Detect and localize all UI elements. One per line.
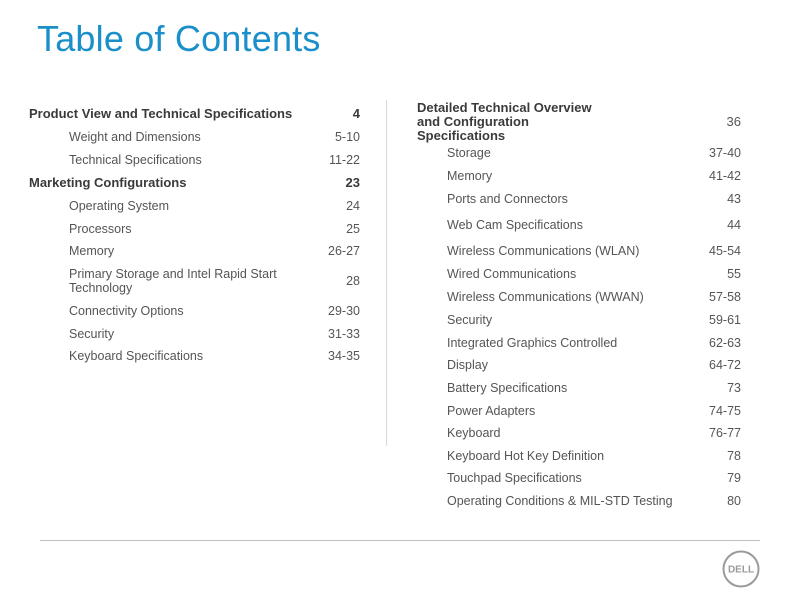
toc-column-left: [29, 103, 360, 367]
toc-entry-label: Web Cam Specifications: [447, 217, 583, 232]
toc-entry[interactable]: [417, 467, 741, 489]
toc-entry-label: Security: [69, 326, 115, 341]
toc-entry-page: 62-63: [709, 335, 741, 350]
dell-logo-text: DELL: [727, 564, 755, 576]
toc-column-right: [417, 100, 741, 512]
toc-entry[interactable]: [29, 345, 360, 367]
dell-logo-icon: [722, 550, 760, 588]
toc-entry[interactable]: [417, 100, 741, 143]
toc-entry[interactable]: [29, 148, 360, 171]
toc-entry[interactable]: [417, 164, 741, 187]
column-divider: [386, 100, 387, 446]
toc-entry-page: 37-40: [709, 145, 741, 160]
toc-entry-label: Power Adapters: [447, 403, 536, 418]
toc-entry-page: 55: [727, 267, 741, 281]
toc-entry-label: Storage: [447, 145, 491, 160]
toc-entry[interactable]: [417, 444, 741, 467]
toc-entry-label: Weight and Dimensions: [69, 129, 201, 144]
toc-entry[interactable]: [417, 187, 741, 210]
toc-entry-page: 73: [727, 380, 741, 395]
toc-entry-page: 59-61: [709, 312, 741, 327]
toc-entry[interactable]: [29, 125, 360, 148]
toc-entry-label: Detailed Technical Overview and Configuration Specifications: [417, 100, 592, 143]
toc-entry-page: 5-10: [334, 129, 360, 144]
toc-entry[interactable]: [29, 103, 360, 125]
toc-entry-label: Processors: [69, 221, 132, 236]
toc-entry[interactable]: [29, 195, 360, 217]
toc-entry-page: 64-72: [709, 358, 741, 372]
toc-entry-label: Display: [447, 358, 488, 372]
toc-entry-label: Marketing Configurations: [29, 175, 187, 190]
toc-entry-label: Security: [447, 312, 493, 327]
toc-entry-label: Wired Communications: [447, 267, 577, 281]
toc-entry-page: 24: [346, 199, 360, 213]
toc-entry-page: 34-35: [328, 349, 360, 363]
toc-entry-page: 74-75: [709, 403, 741, 418]
toc-entry-label: Keyboard: [447, 426, 501, 440]
toc-entry-page: 29-30: [328, 304, 360, 318]
toc-entry-page: 36: [726, 114, 741, 129]
toc-entry-label: Wireless Communications (WLAN): [447, 244, 640, 258]
toc-entry[interactable]: [417, 331, 741, 354]
toc-entry-label: Product View and Technical Specifications: [29, 106, 293, 121]
toc-entry-label: Keyboard Hot Key Definition: [447, 448, 605, 463]
toc-entry-label: Memory: [69, 244, 115, 258]
toc-entry-label: Connectivity Options: [69, 304, 184, 318]
toc-entry-label: Technical Specifications: [69, 152, 202, 167]
toc-entry[interactable]: [417, 285, 741, 308]
toc-entry-page: 25: [346, 221, 360, 236]
toc-entry-page: 45-54: [709, 244, 741, 258]
toc-entry-page: 11-22: [328, 152, 360, 167]
toc-entry-label: Integrated Graphics Controlled: [447, 335, 618, 350]
toc-entry[interactable]: [29, 262, 360, 300]
toc-entry-label: Operating System: [69, 199, 170, 213]
toc-entry[interactable]: [29, 217, 360, 240]
toc-entry[interactable]: [417, 399, 741, 422]
toc-entry-page: 41-42: [709, 168, 741, 183]
toc-entry[interactable]: [29, 240, 360, 262]
toc-entry-label: Ports and Connectors: [447, 191, 568, 206]
toc-entry[interactable]: [29, 171, 360, 195]
toc-entry[interactable]: [29, 322, 360, 345]
toc-entry-label: Keyboard Specifications: [69, 349, 204, 363]
toc-entry-page: 78: [727, 448, 741, 463]
toc-entry[interactable]: [29, 300, 360, 322]
toc-entry[interactable]: [417, 489, 741, 512]
toc-entry[interactable]: [417, 422, 741, 444]
toc-entry-label: Primary Storage and Intel Rapid Start Technology: [69, 267, 277, 295]
toc-entry-page: 23: [345, 175, 360, 190]
toc-entry[interactable]: [417, 308, 741, 331]
toc-entry-label: Touchpad Specifications: [447, 471, 582, 485]
toc-entry-label: Battery Specifications: [447, 380, 568, 395]
toc-entry-page: 79: [727, 471, 741, 485]
toc-entry-label: Wireless Communications (WWAN): [447, 289, 644, 304]
toc-entry-page: 26-27: [328, 244, 360, 258]
toc-entry[interactable]: [417, 354, 741, 376]
toc-entry[interactable]: [417, 376, 741, 399]
toc-entry-page: 31-33: [328, 326, 360, 341]
toc-entry[interactable]: [417, 141, 741, 164]
toc-entry-page: 76-77: [709, 426, 741, 440]
toc-entry-page: 4: [352, 106, 360, 121]
toc-entry-page: 57-58: [709, 289, 741, 304]
toc-entry-page: 80: [727, 493, 741, 508]
toc-entry-label: Memory: [447, 168, 493, 183]
toc-entry[interactable]: [417, 210, 741, 239]
toc-entry[interactable]: [417, 239, 741, 263]
toc-entry-page: 28: [346, 274, 360, 288]
toc-entry[interactable]: [417, 263, 741, 285]
toc-entry-page: 44: [727, 217, 741, 232]
footer-rule: [40, 540, 760, 541]
page-title: Table of Contents: [37, 18, 321, 59]
toc-entry-page: 43: [727, 191, 741, 206]
toc-entry-label: Operating Conditions & MIL-STD Testing: [447, 493, 673, 508]
